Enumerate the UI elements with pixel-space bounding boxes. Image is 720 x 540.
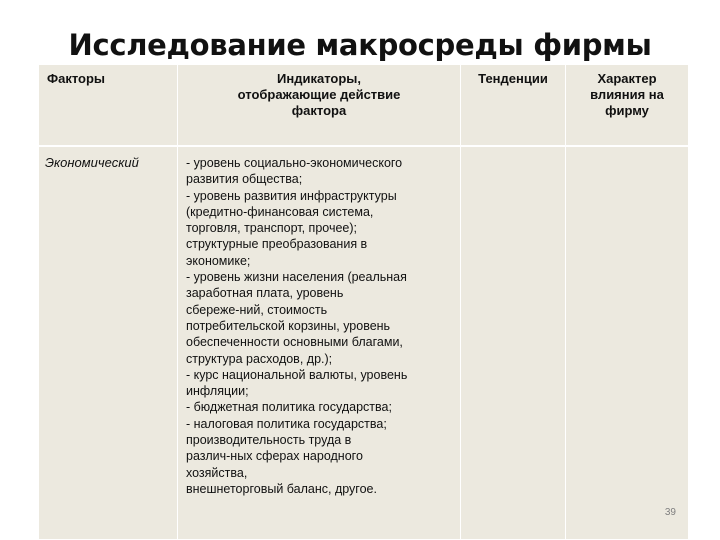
indicator-line: - уровень жизни населения (реальная	[186, 270, 407, 285]
indicator-line: (кредитно-финансовая система,	[186, 204, 374, 219]
impact-cell	[566, 146, 689, 540]
indicators-cell	[178, 146, 461, 540]
indicator-line: экономике;	[186, 253, 251, 268]
header-trends	[461, 65, 566, 147]
macro-environment-table	[38, 64, 689, 540]
indicator-line: инфляции;	[186, 384, 249, 399]
indicator-line: хозяйства,	[186, 465, 248, 480]
header-line: Характер	[597, 71, 657, 86]
indicator-line: структурные преобразования в	[186, 237, 368, 252]
indicator-line: внешнеторговый баланс, другое.	[186, 481, 377, 496]
header-line: влияния на	[590, 87, 664, 102]
header-line: Тенденции	[478, 71, 548, 86]
header-line: фактора	[291, 103, 347, 118]
table-header-row	[39, 65, 689, 147]
indicator-line: - налоговая политика государства;	[186, 416, 387, 431]
factor-cell: Экономический	[39, 146, 178, 540]
header-line: Индикаторы,	[277, 71, 361, 86]
indicator-line: структура расходов, др.);	[186, 351, 333, 366]
indicator-line: - уровень социально-экономического	[186, 156, 403, 170]
indicator-line: различ-ных сферах народного	[186, 449, 363, 464]
header-indicators	[178, 65, 461, 147]
header-line: Факторы	[47, 71, 106, 86]
slide-title: Исследование макросреды фирмы	[68, 28, 652, 62]
indicator-line: сбереже-ний, стоимость	[186, 302, 328, 317]
indicator-line: обеспеченности основными благами,	[186, 335, 403, 350]
trends-cell	[461, 146, 566, 540]
indicator-line: потребительской корзины, уровень	[186, 318, 391, 333]
indicator-line: развития общества;	[186, 172, 303, 187]
table-row	[39, 146, 689, 540]
indicator-line: - уровень развития инфраструктуры	[186, 188, 397, 203]
header-factors	[39, 65, 178, 147]
page-number: 39	[664, 507, 676, 518]
indicator-line: - курс национальной валюты, уровень	[186, 367, 408, 382]
header-impact	[566, 65, 689, 147]
indicator-line: заработная плата, уровень	[186, 286, 344, 301]
header-line: фирму	[605, 103, 649, 118]
indicator-line: - бюджетная политика государства;	[186, 400, 392, 415]
header-line: отображающие действие	[237, 87, 401, 102]
indicator-line: торговля, транспорт, прочее);	[186, 221, 358, 236]
indicator-line: производительность труда в	[186, 433, 352, 448]
